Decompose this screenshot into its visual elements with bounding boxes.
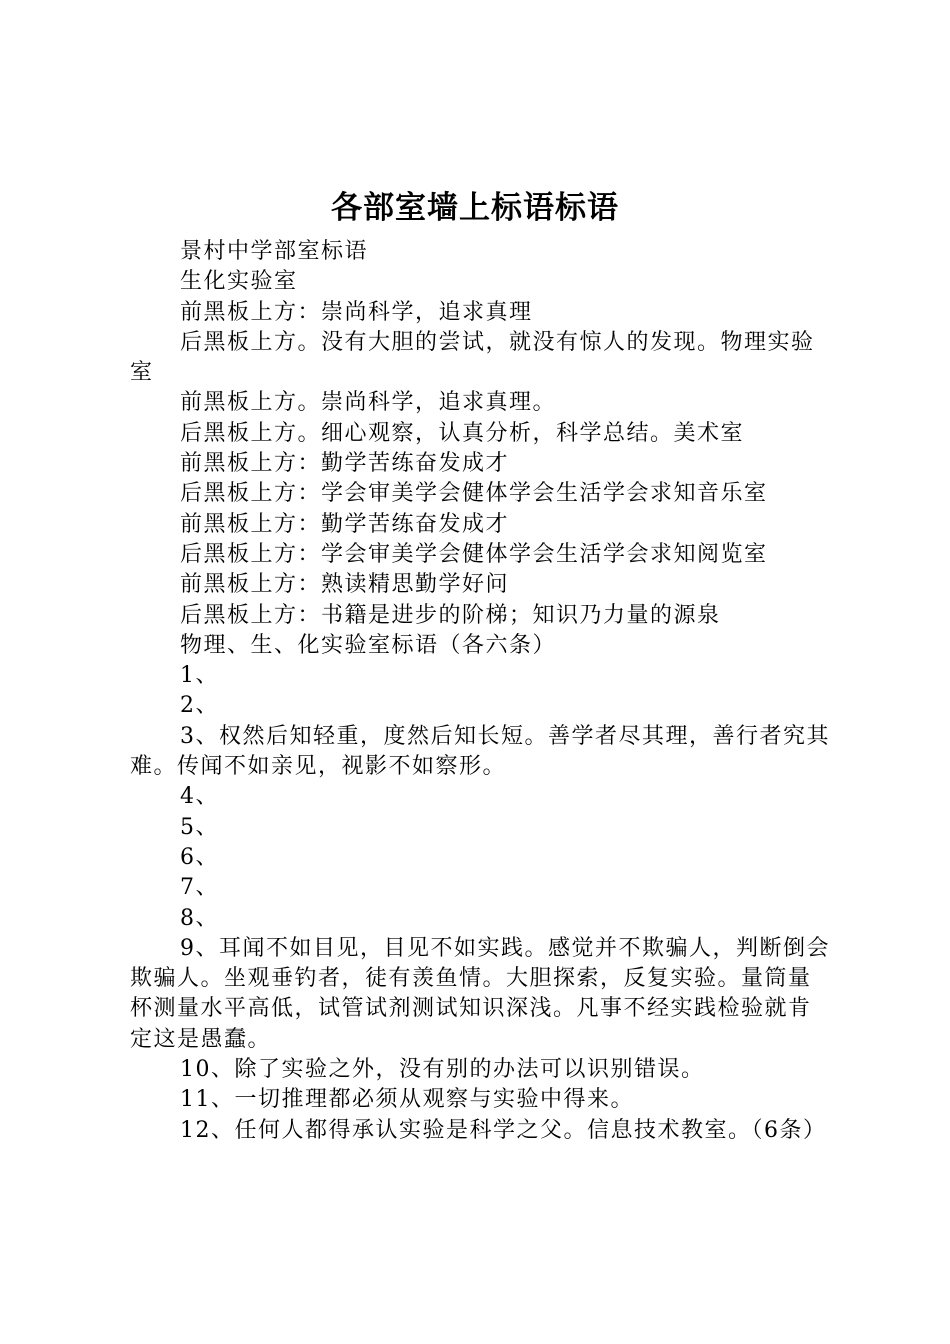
paragraph: 前黑板上方：崇尚科学，追求真理 [180,299,533,325]
list-item: 1、 [180,663,219,689]
paragraph: 前黑板上方：熟读精思勤学好问 [180,572,510,598]
paragraph: 后黑板上方：书籍是进步的阶梯；知识乃力量的源泉 [180,602,721,628]
list-item: 11、一切推理都必须从观察与实验中得来。 [180,1087,634,1113]
paragraph: 前黑板上方：勤学苦练奋发成才 [180,451,510,477]
list-item: 9、耳闻不如目见，目见不如实践。感觉并不欺骗人，判断倒会欺骗人。坐观垂钓者，徒有羡鱼情。大胆探索，反复实验。量筒量杯测量水平高低，试管试剂测试知识深浅。凡事不经实践检验就肯定这是愚蠢。 [130,935,830,1052]
paragraph: 前黑板上方：勤学苦练奋发成才 [180,511,510,537]
paragraph: 后黑板上方：学会审美学会健体学会生活学会求知音乐室 [180,481,768,507]
list-item: 12、任何人都得承认实验是科学之父。信息技术教室。（6条） [180,1117,827,1143]
paragraph: 物理、生、化实验室标语（各六条） [180,632,557,658]
paragraph: 前黑板上方。崇尚科学，追求真理。 [180,390,557,416]
list-item: 6、 [180,844,219,870]
paragraph: 后黑板上方。细心观察，认真分析，科学总结。美术室 [180,420,745,446]
paragraph: 后黑板上方。没有大胆的尝试，就没有惊人的发现。物理实验室 [130,329,815,386]
list-item: 4、 [180,784,219,810]
document-body [130,237,832,1146]
paragraph: 后黑板上方：学会审美学会健体学会生活学会求知阅览室 [180,541,768,567]
document-title: 各部室墙上标语标语 [331,190,619,226]
list-item: 10、除了实验之外，没有别的办法可以识别错误。 [180,1057,705,1083]
paragraph: 生化实验室 [180,269,298,295]
list-item: 2、 [180,693,219,719]
list-item: 5、 [180,814,219,840]
list-item: 7、 [180,875,219,901]
list-item: 8、 [180,905,219,931]
list-item: 3、权然后知轻重，度然后知长短。善学者尽其理，善行者究其难。传闻不如亲见，视影不如察形。 [130,723,830,780]
paragraph: 景村中学部室标语 [180,239,369,264]
